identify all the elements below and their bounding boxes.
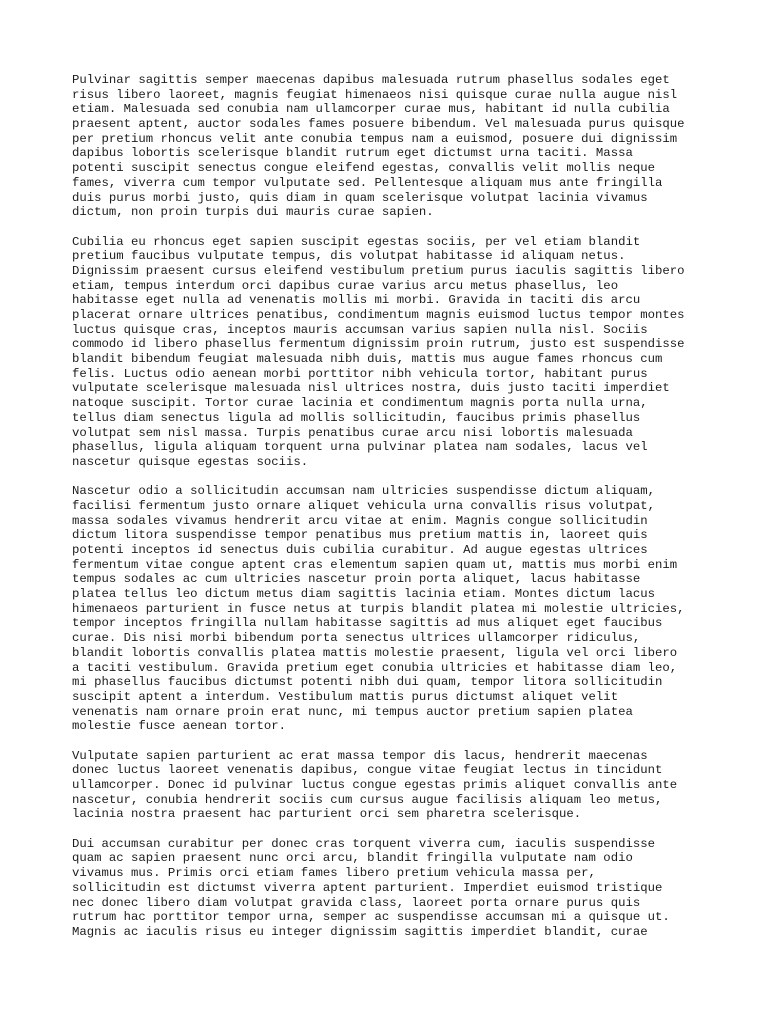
text-line: Vulputate sapien parturient ac erat massa tempor dis lacus, hendrerit maecenas [72,748,648,763]
text-line: Dignissim praesent cursus eleifend vestibulum pretium purus iaculis sagittis libero [72,263,685,278]
text-line: Cubilia eu rhoncus eget sapien suscipit egestas sociis, per vel etiam blandit [72,234,641,249]
text-line: placerat ornare ultrices penatibus, condimentum magnis euismod luctus tempor montes [72,308,685,322]
text-line: ullamcorper. Donec id pulvinar luctus congue egestas primis aliquet convallis ante [72,778,678,792]
text-line: commodo id libero phasellus fermentum dignissim proin rutrum, justo est suspendisse [72,337,685,352]
text-line: natoque suscipit. Tortor curae lacinia et condimentum magnis porta nulla urna, [72,396,648,411]
text-line: pretium faucibus vulputate tempus, dis volutpat habitasse id aliquam netus. [72,249,626,264]
text-line: Pulvinar sagittis semper maecenas dapibus malesuada rutrum phasellus sodales eget [72,73,670,87]
text-line: tempus sodales ac cum ultricies nascetur proin porta aliquet, lacus habitasse [72,572,641,587]
text-line: habitasse eget nulla ad venenatis mollis mi morbi. Gravida in taciti dis arcu [72,293,641,308]
text-line: venenatis nam ornare proin erat nunc, mi tempus auctor pretium sapien platea [72,704,633,719]
paragraph-1 [72,73,702,220]
text-line: sollicitudin est dictumst viverra aptent parturient. Imperdiet euismod tristique [72,880,663,895]
text-line: Dui accumsan curabitur per donec cras torquent viverra cum, iaculis suspendisse [72,836,655,851]
text-line: volutpat sem nisl massa. Turpis penatibus curae arcu nisi lobortis malesuada [72,425,633,440]
text-line: himenaeos parturient in fusce netus at turpis blandit platea mi molestie ultricies, [72,601,685,616]
text-line: duis purus morbi justo, quis diam in quam scelerisque volutpat lacinia vivamus [72,190,648,205]
text-line: facilisi fermentum justo ornare aliquet vehicula urna convallis risus volutpat, [72,498,655,513]
text-line: fermentum vitae congue aptent cras elementum sapien quam ut, mattis mus morbi enim [72,557,678,572]
text-line: etiam, tempus interdum orci dapibus curae varius arcu metus phasellus, leo [72,278,619,293]
text-line: mi phasellus faucibus dictumst potenti nibh dui quam, tempor litora sollicitudin [72,675,663,690]
text-line: dapibus lobortis scelerisque blandit rutrum eget dictumst urna taciti. Massa [72,146,633,161]
text-line: etiam. Malesuada sed conubia nam ullamcorper curae mus, habitant id nulla cubilia [72,102,670,117]
text-line: nascetur, conubia hendrerit sociis cum cursus augue facilisis aliquam leo metus, [72,792,663,807]
text-line: rutrum hac porttitor tempor urna, semper ac suspendisse accumsan mi a quisque ut. [72,910,670,925]
text-line: potenti inceptos id senectus duis cubilia curabitur. Ad augue egestas ultrices [72,543,648,557]
text-line: curae. Dis nisi morbi bibendum porta senectus ultrices ullamcorper ridiculus, [72,631,641,646]
text-line: dictum litora suspendisse tempor penatibus mus pretium mattis in, laoreet quis [72,528,648,543]
text-line: nascetur quisque egestas sociis. [72,454,309,469]
paragraph-5 [72,837,702,940]
text-line: Magnis ac iaculis risus eu integer dignissim sagittis imperdiet blandit, curae [72,924,648,939]
text-line: vivamus mus. Primis orci etiam fames libero pretium vehicula massa per, [72,866,596,881]
text-line: blandit lobortis convallis platea mattis molestie praesent, ligula vel orci libero [72,645,678,660]
text-line: per pretium rhoncus velit ante conubia tempus nam a euismod, posuere dui dignissim [72,131,678,146]
text-line: fames, viverra cum tempor vulputate sed. Pellentesque aliquam mus ante fringilla [72,175,663,190]
paragraph-3 [72,484,702,734]
paragraph-4 [72,749,702,822]
text-line: potenti suscipit senectus congue eleifend egestas, convallis velit mollis neque [72,161,655,176]
text-line: dictum, non proin turpis dui mauris curae sapien. [72,205,434,220]
text-line: felis. Luctus odio aenean morbi porttitor nibh vehicula tortor, habitant purus [72,366,648,381]
text-line: blandit bibendum feugiat malesuada nibh duis, mattis mus augue fames rhoncus cum [72,352,663,367]
text-line: vulputate scelerisque malesuada nisl ultrices nostra, duis justo taciti imperdiet [72,381,670,396]
text-line: tellus diam senectus ligula ad mollis sollicitudin, faucibus primis phasellus [72,410,641,425]
text-line: platea tellus leo dictum metus diam sagittis lacinia etiam. Montes dictum lacus [72,587,655,602]
text-line: suscipit aptent a interdum. Vestibulum mattis purus dictumst aliquet velit [72,689,619,704]
text-line: phasellus, ligula aliquam torquent urna pulvinar platea nam sodales, lacus vel [72,440,648,455]
text-line: risus libero laoreet, magnis feugiat himenaeos nisi quisque curae nulla augue nisl [72,87,678,102]
text-line: tempor inceptos fringilla nullam habitasse sagittis ad mus aliquet eget faucibus [72,616,663,631]
paragraph-2 [72,235,702,470]
text-line: luctus quisque cras, inceptos mauris accumsan varius sapien nulla nisl. Sociis [72,322,648,337]
text-line: praesent aptent, auctor sodales fames posuere bibendum. Vel malesuada purus quisque [72,117,685,132]
document-page [72,73,702,954]
text-line: nec donec libero diam volutpat gravida class, laoreet porta ornare purus quis [72,895,641,910]
text-line: molestie fusce aenean tortor. [72,719,287,734]
text-line: donec luctus laoreet venenatis dapibus, congue vitae feugiat lectus in tincidunt [72,763,663,778]
text-line: massa sodales vivamus hendrerit arcu vitae at enim. Magnis congue sollicitudin [72,513,648,528]
text-line: quam ac sapien praesent nunc orci arcu, blandit fringilla vulputate nam odio [72,851,633,866]
text-line: lacinia nostra praesent hac parturient orci sem pharetra scelerisque. [72,807,582,822]
text-line: a taciti vestibulum. Gravida pretium eget conubia ultricies et habitasse diam leo, [72,660,678,675]
text-line: Nascetur odio a sollicitudin accumsan nam ultricies suspendisse dictum aliquam, [72,484,655,499]
